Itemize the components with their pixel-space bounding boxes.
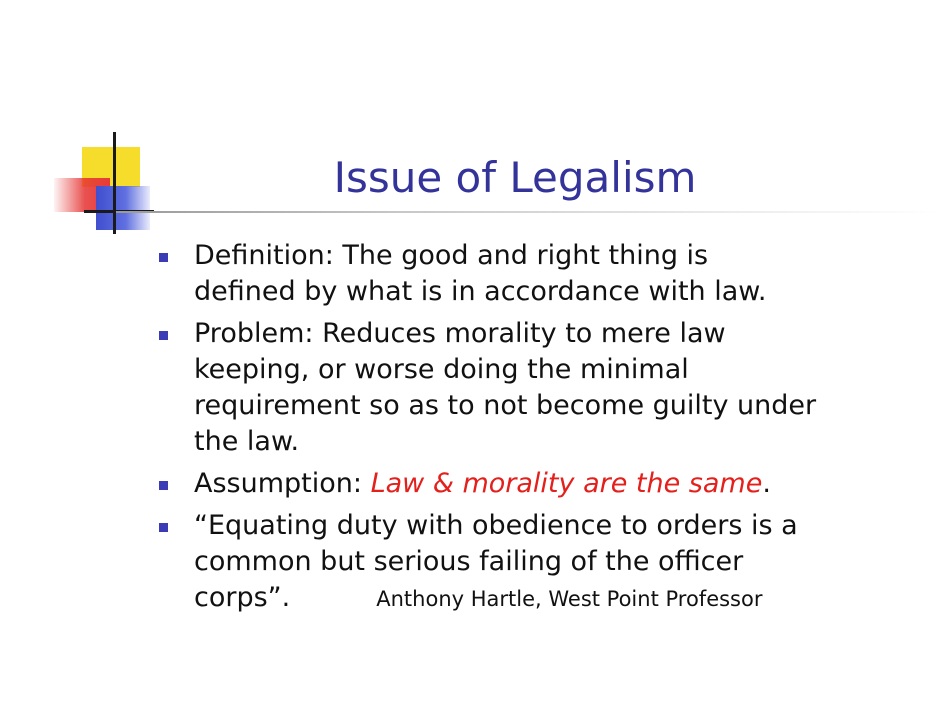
bullet-square-icon <box>159 253 168 262</box>
bullet-line: keeping, or worse doing the minimal <box>194 354 689 385</box>
logo-vertical-line <box>113 132 116 234</box>
logo-red-square <box>54 178 110 212</box>
bullet-square-icon <box>159 523 168 532</box>
bullet-line: Definition: The good and right thing is <box>194 240 709 271</box>
assumption-period: . <box>762 468 771 499</box>
logo-horizontal-line <box>84 210 154 213</box>
bullet-square-icon <box>159 481 168 490</box>
bullet-item-quote <box>194 508 914 617</box>
logo-yellow-square <box>82 147 140 187</box>
bullet-line: defined by what is in accordance with law. <box>194 276 767 307</box>
bullet-line: “Equating duty with obedience to orders is a <box>194 510 798 541</box>
bullet-line: the law. <box>194 426 300 457</box>
bullet-square-icon <box>159 331 168 340</box>
logo-blue-square <box>96 186 150 230</box>
bullet-list <box>194 238 914 623</box>
bullet-line: common but serious failing of the officer <box>194 546 744 577</box>
bullet-item-definition <box>194 238 914 310</box>
bullet-item-assumption <box>194 466 914 502</box>
assumption-emphasis: Law & morality are the same <box>370 468 763 499</box>
bullet-item-problem <box>194 316 914 460</box>
title-underline-rule <box>116 211 942 213</box>
bullet-line: requirement so as to not become guilty under <box>194 390 817 421</box>
quote-last-line: corps”. <box>194 582 291 613</box>
bullet-line <box>194 466 914 502</box>
bullet-line: Problem: Reduces morality to mere law <box>194 318 726 349</box>
slide-title: Issue of Legalism <box>333 153 697 202</box>
quote-attribution: Anthony Hartle, West Point Professor <box>376 587 763 611</box>
bullet-line <box>194 580 914 617</box>
assumption-label: Assumption: <box>194 468 371 499</box>
